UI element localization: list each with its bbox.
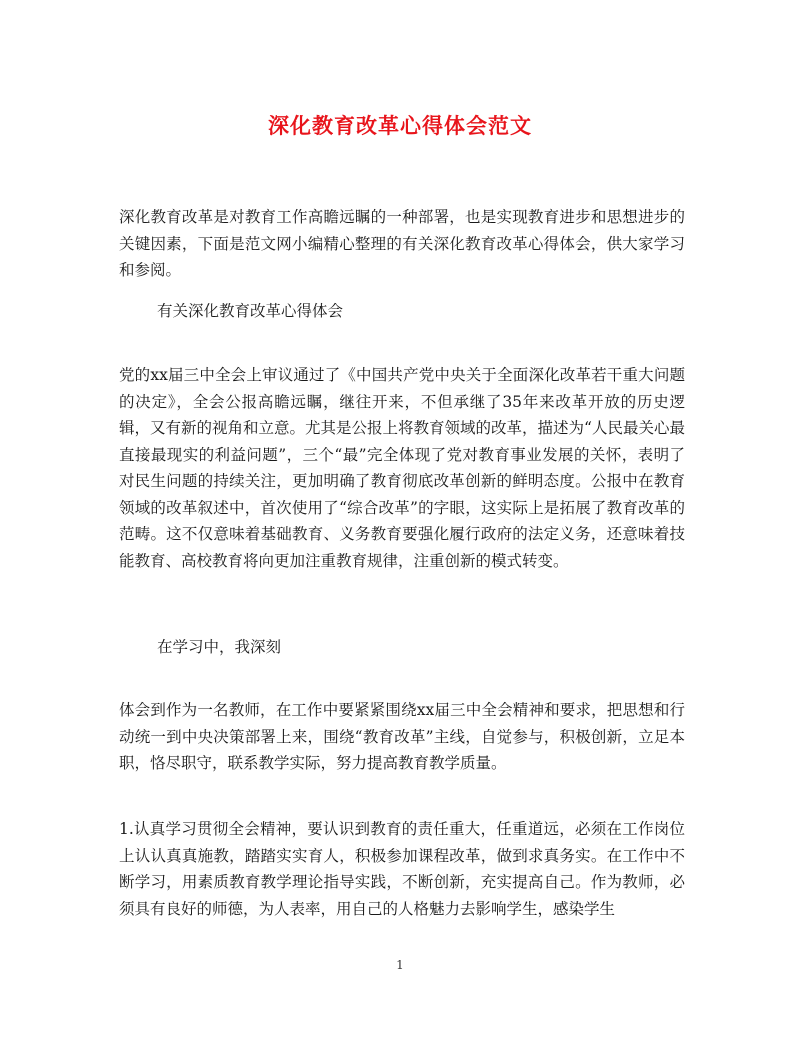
page-number: 1 bbox=[396, 958, 404, 972]
document-title: 深化教育改革心得体会范文 bbox=[268, 113, 532, 138]
body-paragraph-3: 1.认真学习贯彻全会精神，要认识到教育的责任重大，任重道远，必须在工作岗位上认认真真施教，踏踏实实育人，积极参加课程改革，做到求真务实。在工作中不断学习，用素质教育教学理论指导实践，不断创新，充实提高自己。作为教师，必须具有良好的师德，为人表率，用自己的人格魅力去影响学生，感染学生 bbox=[119, 820, 685, 918]
subheading-reflection: 有关深化教育改革心得体会 bbox=[157, 302, 344, 320]
body-paragraph-2: 体会到作为一名教师，在工作中要紧紧围绕xx届三中全会精神和要求，把思想和行动统一到中央决策部署上来，围绕“教育改革”主线，自觉参与，积极创新，立足本职，恪尽职守，联系教学实际，努力提高教育教学质量。 bbox=[119, 701, 685, 772]
subheading-learning: 在学习中，我深刻 bbox=[157, 638, 282, 656]
body-paragraph-1: 党的xx届三中全会上审议通过了《中国共产党中央关于全面深化改革若干重大问题的决定》，全会公报高瞻远瞩，继往开来，不但承继了35年来改革开放的历史逻辑，又有新的视角和立意。尤其是公报上将教育领域的改革，描述为“人民最关心最直接最现实的利益问题”，三个“最”完全体现了党对教育事业发展的关怀，表明了对民生问题的持续关注，更加明确了教育彻底改革创新的鲜明态度。公报中在教育领域的改革叙述中，首次使用了“综合改革”的字眼，这实际上是拓展了教育改革的范畴。这不仅意味着基础教育、义务教育要强化履行政府的法定义务，还意味着技能教育、高校教育将向更加注重教育规律，注重创新的模式转变。 bbox=[119, 366, 685, 570]
intro-paragraph: 深化教育改革是对教育工作高瞻远瞩的一种部署，也是实现教育进步和思想进步的关键因素，下面是范文网小编精心整理的有关深化教育改革心得体会，供大家学习和参阅。 bbox=[119, 208, 685, 279]
